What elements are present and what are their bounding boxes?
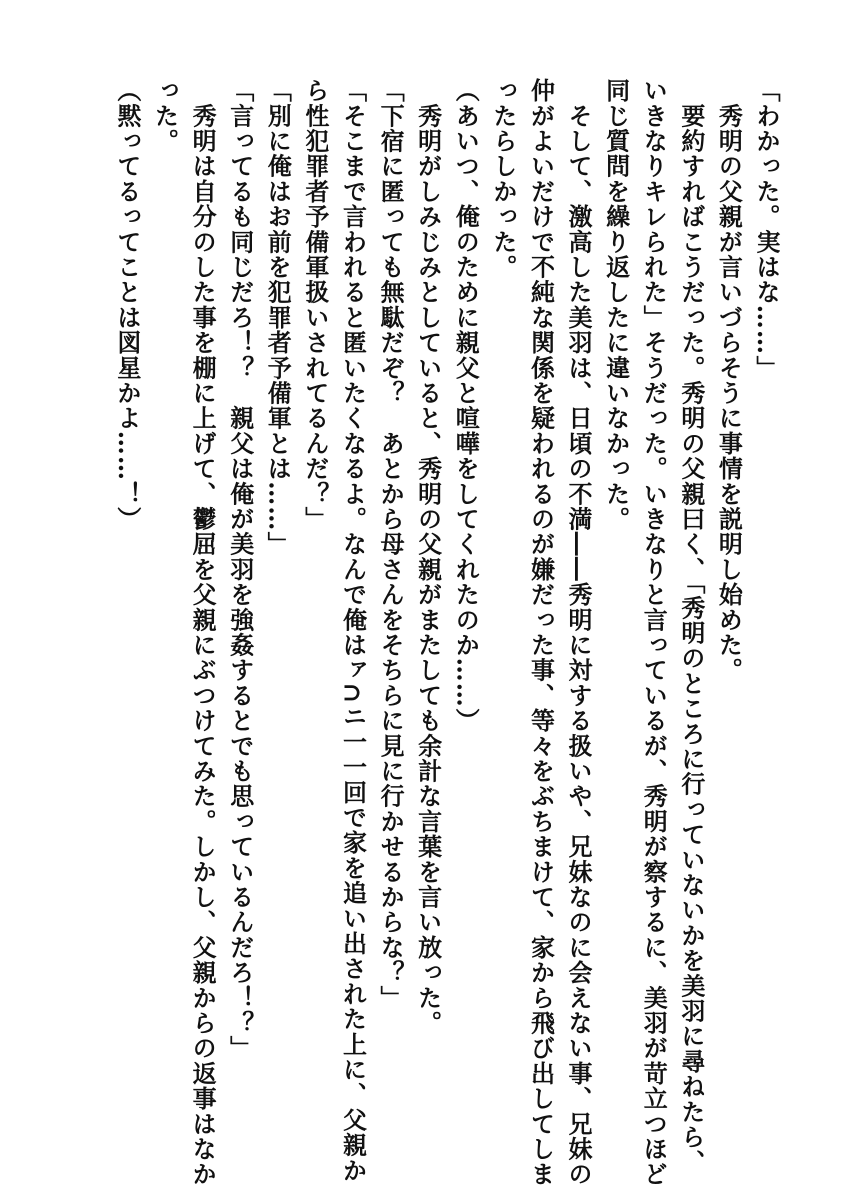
text-line: （あいつ、俺のために親父と喧嘩をしてくれたのか……） <box>451 78 481 734</box>
text-line: 「言ってるも同じだろ！？ 親父は俺が美羽を強姦するとでも思っているんだろ！？」 <box>225 78 255 1061</box>
text-line: そして、激高した美羽は、日頃の不満――秀明に対する扱いや、兄妹なのに会えない事、兄妹の <box>564 78 594 1187</box>
text-line: 「別に俺はお前を犯罪者予備軍とは……」 <box>263 78 293 557</box>
text-line: った。 <box>150 78 180 154</box>
text-line: 仲がよいだけで不純な関係を疑われるのが嫌だった事、等々をぶちまけて、家から飛び出してしま <box>526 78 556 1187</box>
text-line: ら性犯罪者予備軍扱いされてるんだ？」 <box>300 78 330 532</box>
text-line: 秀明がしみじみとしていると、秀明の父親がまたしても余計な言葉を言い放った。 <box>413 78 443 1036</box>
text-line: いきなりキレられた」そうだった。いきなりと言っているが、秀明が察するに、美羽が苛立つほど <box>639 78 669 1187</box>
text-line: 同じ質問を繰り返したに違いなかった。 <box>601 78 631 532</box>
text-line: 要約すればこうだった。秀明の父親曰く、「秀明のところに行っていないかを美羽に尋ねたら、 <box>676 78 706 1175</box>
text-line: 秀明の父親が言いづらそうに事情を説明し始めた。 <box>714 78 744 683</box>
text-line: ったらしかった。 <box>488 78 518 280</box>
text-line: （黙ってるってことは図星かよ……！） <box>112 78 142 532</box>
text-line: 「わかった。実はな……」 <box>752 78 781 381</box>
text-line: 秀明は自分のした事を棚に上げて、鬱屈を父親にぶつけてみた。しかし、父親からの返事はなか <box>188 78 218 1187</box>
text-line: 「下宿に匿っても無駄だぞ？ あとから母さんをそちらに見に行かせるからな？」 <box>376 78 406 1011</box>
vertical-text-body <box>108 78 785 1187</box>
text-line: 「そこまで言われると匿いたくなるよ。なんで俺はァ∩ニ一一回で家を追い出された上に、父親か <box>338 78 368 1183</box>
